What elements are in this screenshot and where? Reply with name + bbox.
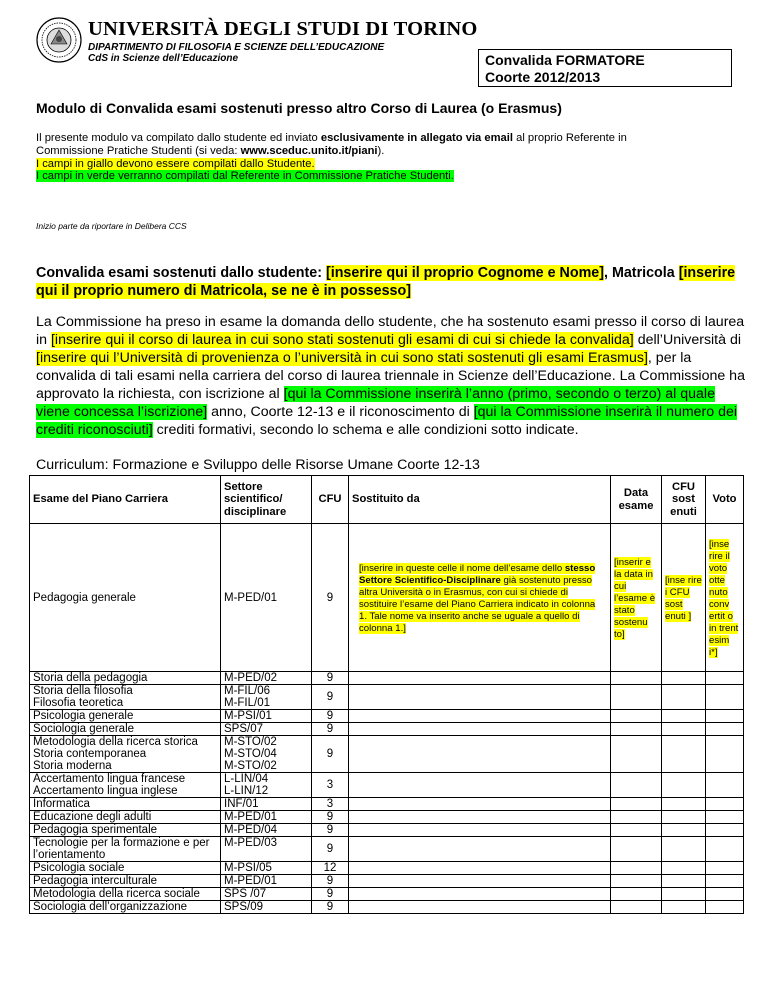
- cell-cfu-sost[interactable]: [662, 798, 706, 811]
- cell-esame: Psicologia sociale: [30, 862, 221, 875]
- cell-esame: Pedagogia generale: [30, 524, 221, 672]
- cell-voto[interactable]: [706, 824, 744, 837]
- cell-settore: M-PSI/05: [221, 862, 312, 875]
- cell-esame: Storia della filosofia Filosofia teoretica: [30, 685, 221, 710]
- name-field[interactable]: [inserire qui il proprio Cognome e Nome]: [325, 265, 604, 281]
- cell-data[interactable]: [611, 710, 662, 723]
- cell-data[interactable]: [611, 888, 662, 901]
- cell-cfu-sost[interactable]: [662, 901, 706, 914]
- table-header-row: [30, 476, 744, 524]
- university-seal-logo: [36, 17, 82, 63]
- col-header-settore: Settore scientifico/ disciplinare: [221, 476, 312, 524]
- cell-cfu: 9: [312, 888, 349, 901]
- cell-voto[interactable]: [706, 672, 744, 685]
- cell-voto[interactable]: [706, 524, 744, 672]
- table-row: [30, 710, 744, 723]
- cell-cfu: 9: [312, 685, 349, 710]
- cell-cfu: 9: [312, 524, 349, 672]
- cell-esame: Pedagogia sperimentale: [30, 824, 221, 837]
- cell-esame: Pedagogia interculturale: [30, 875, 221, 888]
- cell-data[interactable]: [611, 773, 662, 798]
- cell-voto[interactable]: [706, 685, 744, 710]
- cell-data[interactable]: [611, 811, 662, 824]
- corso-laurea-field[interactable]: [inserire qui il corso di laurea in cui sono stati sostenuti gli esami di cui si chiede la convalida]: [50, 332, 634, 348]
- cell-sostituito[interactable]: [349, 901, 611, 914]
- table-row: [30, 862, 744, 875]
- cell-esame: Storia della pedagogia: [30, 672, 221, 685]
- cell-sostituito[interactable]: [349, 875, 611, 888]
- cell-cfu-sost[interactable]: [662, 524, 706, 672]
- cell-esame: Psicologia generale: [30, 710, 221, 723]
- crediti-field[interactable]: [qui la Commissione inserirà il numero dei crediti riconosciuti]: [36, 404, 738, 438]
- table-row: [30, 685, 744, 710]
- cell-cfu-sost[interactable]: [662, 710, 706, 723]
- table-row: [30, 723, 744, 736]
- cell-sostituito[interactable]: [349, 710, 611, 723]
- cell-data[interactable]: [611, 862, 662, 875]
- intro-line1: Il presente modulo va compilato dallo studente ed inviato esclusivamente in allegato via email al proprio Referente in: [36, 132, 627, 144]
- commission-paragraph: La Commissione ha preso in esame la domanda dello studente, che ha sostenuto esami presso il corso di laurea in [inserire qui il corso di laurea in cui sono stati sostenuti gli esami di cui si chiede la convalida] dell’Università di [inserire qui l’Università di provenienza o l’università in cui sono stati sostenuti gli esami Erasmus], per la convalida di tali esami nella carriera del corso di laurea triennale in Scienze dell’Educazione. La Commissione ha approvato la richiesta, con iscrizione al [qui la Commissione inserirà l’anno (primo, secondo o terzo) al quale viene concessa l’iscrizione] anno, Coorte 12-13 e il riconoscimento di [qui la Commissione inserirà il numero dei crediti riconosciuti] crediti formativi, secondo lo schema e alle condizioni sotto indicate.: [36, 314, 745, 438]
- department-name: DIPARTIMENTO DI FILOSOFIA E SCIENZE DELL’EDUCAZIONE: [88, 42, 385, 53]
- table-row: [30, 824, 744, 837]
- cell-cfu: 9: [312, 901, 349, 914]
- cell-data[interactable]: [611, 901, 662, 914]
- cell-voto[interactable]: [706, 875, 744, 888]
- cell-cfu-sost[interactable]: [662, 862, 706, 875]
- cell-cfu-sost[interactable]: [662, 875, 706, 888]
- cell-sostituito[interactable]: [349, 837, 611, 862]
- convalida-type-box: [478, 49, 732, 87]
- anno-field[interactable]: [qui la Commissione inserirà l’anno (primo, secondo o terzo) al quale viene concessa l’iscrizione]: [36, 386, 715, 420]
- cell-cfu-sost[interactable]: [662, 672, 706, 685]
- table-row: [30, 811, 744, 824]
- cell-settore: M-PED/01: [221, 875, 312, 888]
- cell-cfu-sost[interactable]: [662, 685, 706, 710]
- cell-data[interactable]: [611, 736, 662, 773]
- cell-cfu: 9: [312, 736, 349, 773]
- col-header-esame: Esame del Piano Carriera: [30, 476, 221, 524]
- cell-sostituito[interactable]: [349, 888, 611, 901]
- data-instruction[interactable]: [inserir e la data in cui l’esame è stato sostenu to]: [614, 556, 656, 640]
- cell-data[interactable]: [611, 837, 662, 862]
- green-note: I campi in verde verranno compilati dal Referente in Commissione Pratiche Studenti.: [36, 170, 454, 183]
- cell-cfu: 9: [312, 824, 349, 837]
- cell-settore: INF/01: [221, 798, 312, 811]
- cell-cfu-sost[interactable]: [662, 837, 706, 862]
- cell-settore: L-LIN/04 L-LIN/12: [221, 773, 312, 798]
- cell-data[interactable]: [611, 875, 662, 888]
- cds-name: CdS in Scienze dell’Educazione: [88, 53, 239, 64]
- cell-settore: M-PED/03: [221, 837, 312, 862]
- cell-sostituito[interactable]: [349, 811, 611, 824]
- intro-line2: Commissione Pratiche Studenti (si veda: www.sceduc.unito.it/piani).: [36, 144, 385, 157]
- cell-sostituito[interactable]: [349, 862, 611, 875]
- cell-settore: M-STO/02 M-STO/04 M-STO/02: [221, 736, 312, 773]
- cell-cfu: 3: [312, 798, 349, 811]
- cell-cfu-sost[interactable]: [662, 723, 706, 736]
- form-title: Modulo di Convalida esami sostenuti presso altro Corso di Laurea (o Erasmus): [36, 100, 562, 116]
- curriculum-title: Curriculum: Formazione e Sviluppo delle Risorse Umane Coorte 12-13: [36, 457, 480, 473]
- cell-sostituito[interactable]: [349, 798, 611, 811]
- cell-esame: Metodologia della ricerca sociale: [30, 888, 221, 901]
- cell-sostituito[interactable]: [349, 773, 611, 798]
- cell-data[interactable]: [611, 723, 662, 736]
- cell-cfu-sost[interactable]: [662, 811, 706, 824]
- col-header-sostituito: Sostituito da: [349, 476, 611, 524]
- col-header-voto: Voto: [706, 476, 744, 524]
- sostituito-instruction[interactable]: [inserire in queste celle il nome dell’esame dello stesso Settore Scientifico-Disciplinare già sostenuto presso altra Università o in Erasmus, con cui si chiede di sostituire l’esame del Piano Carriera indicato in colonna 1. Tale nome va inserito anche se uguale a quello di colonna 1.]: [359, 562, 596, 634]
- cell-settore: SPS/07: [221, 723, 312, 736]
- col-header-cfu: CFU: [312, 476, 349, 524]
- cell-cfu: 9: [312, 710, 349, 723]
- cell-cfu-sost[interactable]: [662, 773, 706, 798]
- cell-voto[interactable]: [706, 736, 744, 773]
- cell-cfu: 3: [312, 773, 349, 798]
- table-row: [30, 875, 744, 888]
- exam-table: [29, 475, 744, 914]
- cell-settore: M-PED/01: [221, 524, 312, 672]
- cell-data[interactable]: [611, 685, 662, 710]
- table-row: [30, 798, 744, 811]
- cell-voto[interactable]: [706, 798, 744, 811]
- voto-instruction[interactable]: [inse rire il voto otte nuto conv ertit o in trent esim i*]: [709, 538, 739, 658]
- cell-cfu: 9: [312, 811, 349, 824]
- cell-cfu-sost[interactable]: [662, 824, 706, 837]
- cell-sostituito[interactable]: [349, 524, 611, 672]
- matricola-field[interactable]: [inserire qui il proprio numero di Matricola, se ne è in possesso]: [36, 265, 736, 299]
- cell-cfu: 9: [312, 672, 349, 685]
- cell-settore: M-PSI/01: [221, 710, 312, 723]
- university-title: UNIVERSITÀ DEGLI STUDI DI TORINO: [88, 18, 478, 40]
- cell-cfu: 9: [312, 875, 349, 888]
- cell-voto[interactable]: [706, 773, 744, 798]
- table-row: [30, 888, 744, 901]
- cell-sostituito[interactable]: [349, 736, 611, 773]
- convalida-box-line1: Convalida FORMATORE: [485, 52, 645, 68]
- website-link[interactable]: www.sceduc.unito.it/piani: [240, 144, 378, 157]
- cell-voto[interactable]: [706, 888, 744, 901]
- cell-sostituito[interactable]: [349, 685, 611, 710]
- universita-field[interactable]: [inserire qui l’Università di provenienza o l’università in cui sono stati sostenuti gli esami Erasmus]: [36, 350, 648, 366]
- cell-cfu: 12: [312, 862, 349, 875]
- delibera-note: Inizio parte da riportare in Delibera CCS: [36, 221, 187, 231]
- cell-settore: M-PED/02: [221, 672, 312, 685]
- cell-esame: Informatica: [30, 798, 221, 811]
- col-header-data: Data esame: [611, 476, 662, 524]
- cell-voto[interactable]: [706, 710, 744, 723]
- cell-cfu-sost[interactable]: [662, 888, 706, 901]
- cell-settore: SPS/09: [221, 901, 312, 914]
- cfu-sost-instruction[interactable]: [inse rire i CFU sost enuti ]: [665, 574, 702, 622]
- table-row: [30, 736, 744, 773]
- cell-esame: Tecnologie per la formazione e per l’orientamento: [30, 837, 221, 862]
- convalida-box-line2: Coorte 2012/2013: [485, 69, 601, 85]
- cell-settore: M-PED/01: [221, 811, 312, 824]
- cell-sostituito[interactable]: [349, 672, 611, 685]
- cell-esame: Metodologia della ricerca storica Storia contemporanea Storia moderna: [30, 736, 221, 773]
- cell-esame: Sociologia dell’organizzazione: [30, 901, 221, 914]
- cell-settore: M-PED/04: [221, 824, 312, 837]
- cell-esame: Accertamento lingua francese Accertamento lingua inglese: [30, 773, 221, 798]
- cell-sostituito[interactable]: [349, 723, 611, 736]
- cell-voto[interactable]: [706, 811, 744, 824]
- intro-section: [36, 132, 736, 183]
- cell-cfu-sost[interactable]: [662, 736, 706, 773]
- table-row: [30, 672, 744, 685]
- col-header-cfu-sost: CFU sost enuti: [662, 476, 706, 524]
- cell-voto[interactable]: [706, 723, 744, 736]
- cell-data[interactable]: [611, 798, 662, 811]
- cell-data[interactable]: [611, 672, 662, 685]
- cell-cfu: 9: [312, 723, 349, 736]
- cell-voto[interactable]: [706, 862, 744, 875]
- table-row: [30, 524, 744, 672]
- cell-esame: Educazione degli adulti: [30, 811, 221, 824]
- cell-settore: SPS /07: [221, 888, 312, 901]
- table-row: [30, 837, 744, 862]
- convalida-heading: Convalida esami sostenuti dallo studente: [inserire qui il proprio Cognome e Nome], Matricola [inserire qui il proprio numero di Matricola, se ne è in possesso]: [36, 265, 736, 299]
- cell-voto[interactable]: [706, 837, 744, 862]
- table-row: [30, 901, 744, 914]
- cell-data[interactable]: [611, 524, 662, 672]
- cell-sostituito[interactable]: [349, 824, 611, 837]
- cell-data[interactable]: [611, 824, 662, 837]
- cell-esame: Sociologia generale: [30, 723, 221, 736]
- cell-cfu: 9: [312, 837, 349, 862]
- yellow-note: I campi in giallo devono essere compilati dallo Studente.: [36, 157, 315, 170]
- table-row: [30, 773, 744, 798]
- cell-voto[interactable]: [706, 901, 744, 914]
- cell-settore: M-FIL/06 M-FIL/01: [221, 685, 312, 710]
